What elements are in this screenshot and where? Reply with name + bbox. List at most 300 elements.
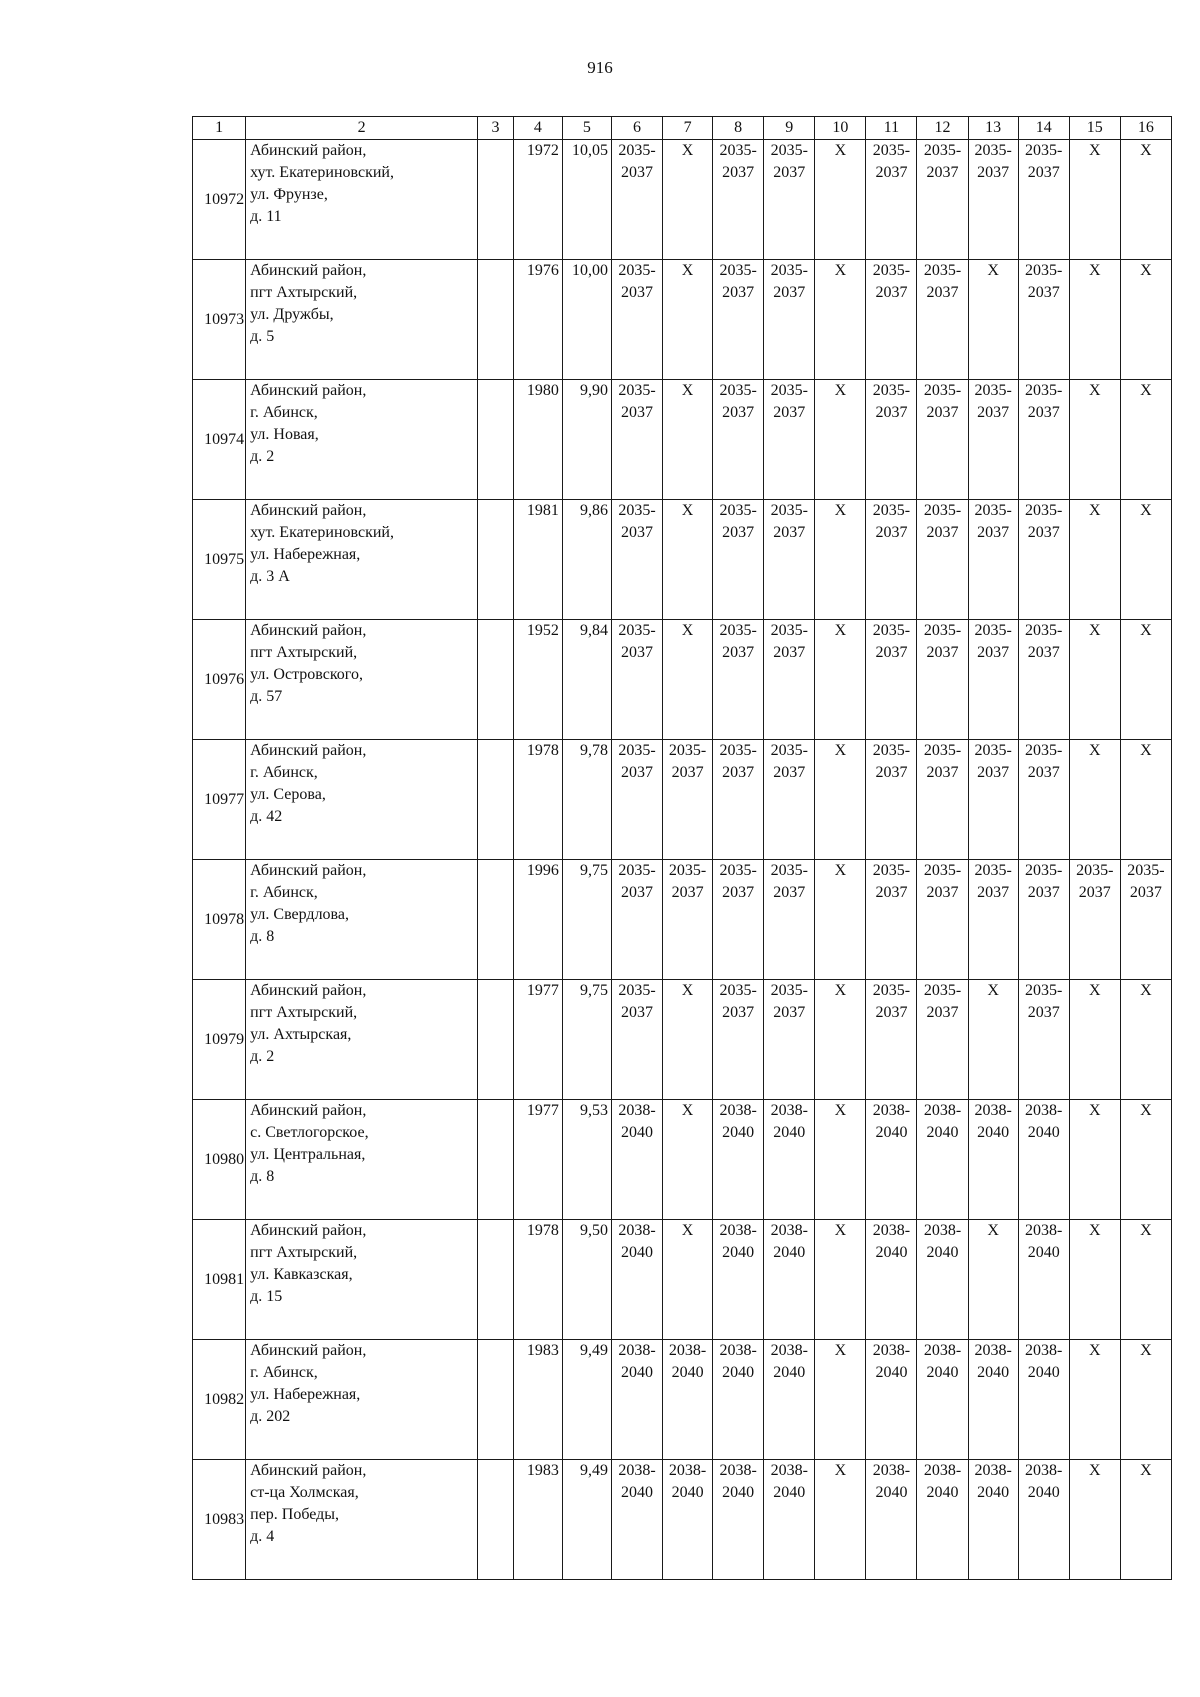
page-number: 916 xyxy=(587,58,613,77)
period-end: 2037 xyxy=(773,524,806,541)
period-cell: X xyxy=(663,380,713,500)
column-number-6: 6 xyxy=(611,117,662,140)
period-cell xyxy=(611,500,662,620)
period-start: 2038- xyxy=(719,1462,757,1479)
period-end: 2037 xyxy=(977,644,1010,661)
period-end: 2037 xyxy=(926,284,959,301)
address-line: Абинский район, xyxy=(250,382,367,399)
value-cell: 9,90 xyxy=(562,380,611,500)
period-cell xyxy=(713,380,764,500)
address-line: д. 8 xyxy=(250,928,275,945)
period-cell xyxy=(611,380,662,500)
year-cell: 1976 xyxy=(513,260,562,380)
period-end: 2037 xyxy=(977,164,1010,181)
table-row xyxy=(193,980,1172,1100)
address-line: д. 15 xyxy=(250,1288,283,1305)
address-cell xyxy=(246,260,478,380)
period-cell: X xyxy=(1120,500,1171,620)
period-start: 2035- xyxy=(1127,862,1165,879)
column-number-12: 12 xyxy=(917,117,968,140)
value-cell: 10,05 xyxy=(562,140,611,260)
period-start: 2038- xyxy=(719,1342,757,1359)
period-cell: X xyxy=(663,1220,713,1340)
address-line: д. 3 А xyxy=(250,568,290,585)
address-cell xyxy=(246,740,478,860)
table-row xyxy=(193,1460,1172,1580)
table-row xyxy=(193,260,1172,380)
period-start: 2035- xyxy=(1025,262,1063,279)
address-cell xyxy=(246,1340,478,1460)
year-cell: 1983 xyxy=(513,1340,562,1460)
period-end: 2037 xyxy=(671,764,704,781)
period-start: 2038- xyxy=(1025,1342,1063,1359)
address-line: д. 4 xyxy=(250,1528,275,1545)
period-start: 2038- xyxy=(770,1462,808,1479)
year-cell: 1980 xyxy=(513,380,562,500)
period-start: 2035- xyxy=(719,382,757,399)
period-cell xyxy=(713,500,764,620)
period-end: 2037 xyxy=(621,284,653,301)
period-start: 2038- xyxy=(923,1102,962,1119)
period-cell xyxy=(713,260,764,380)
value-cell: 9,50 xyxy=(562,1220,611,1340)
address-line: д. 2 xyxy=(250,448,275,465)
period-cell: X xyxy=(815,980,866,1100)
period-end: 2040 xyxy=(977,1364,1010,1381)
period-start: 2035- xyxy=(974,622,1012,639)
address-line: Абинский район, xyxy=(250,862,367,879)
address-line: ул. Свердлова, xyxy=(250,906,349,923)
period-end: 2037 xyxy=(621,164,653,181)
period-start: 2035- xyxy=(923,262,962,279)
period-end: 2037 xyxy=(722,644,755,661)
address-line: г. Абинск, xyxy=(250,1364,318,1381)
column-number-7: 7 xyxy=(663,117,713,140)
address-line: пгт Ахтырский, xyxy=(250,1004,358,1021)
address-line: д. 202 xyxy=(250,1408,291,1425)
period-end: 2037 xyxy=(1027,1004,1060,1021)
period-cell: X xyxy=(1120,980,1171,1100)
period-cell: X xyxy=(1069,1220,1120,1340)
year-cell: 1977 xyxy=(513,1100,562,1220)
period-start: 2035- xyxy=(770,382,808,399)
column-number-3: 3 xyxy=(478,117,514,140)
period-end: 2037 xyxy=(1078,884,1111,901)
period-cell: X xyxy=(1069,1340,1120,1460)
period-start: 2035- xyxy=(770,742,808,759)
address-line: ул. Фрунзе, xyxy=(250,186,328,203)
empty-cell xyxy=(478,500,514,620)
address-line: пер. Победы, xyxy=(250,1506,340,1523)
empty-cell xyxy=(478,860,514,980)
period-cell xyxy=(1018,1220,1069,1340)
period-cell: X xyxy=(1120,140,1171,260)
period-cell: X xyxy=(815,620,866,740)
period-cell xyxy=(713,1460,764,1580)
address-line: д. 2 xyxy=(250,1048,275,1065)
period-start: 2035- xyxy=(923,622,962,639)
period-cell xyxy=(866,380,917,500)
period-cell: X xyxy=(1069,260,1120,380)
address-line: с. Светлогорское, xyxy=(250,1124,369,1141)
period-end: 2040 xyxy=(977,1124,1010,1141)
period-cell xyxy=(663,1460,713,1580)
row-number: 10980 xyxy=(193,1100,246,1220)
period-start: 2035- xyxy=(770,142,808,159)
period-start: 2035- xyxy=(872,262,911,279)
period-start: 2038- xyxy=(770,1222,808,1239)
period-end: 2040 xyxy=(875,1244,908,1261)
column-number-9: 9 xyxy=(764,117,815,140)
period-cell xyxy=(866,1340,917,1460)
period-end: 2037 xyxy=(722,884,755,901)
period-cell xyxy=(917,860,968,980)
period-cell: X xyxy=(815,140,866,260)
period-cell: X xyxy=(1069,500,1120,620)
period-end: 2040 xyxy=(621,1244,653,1261)
period-end: 2037 xyxy=(1027,764,1060,781)
period-end: 2040 xyxy=(926,1124,959,1141)
period-end: 2037 xyxy=(671,884,704,901)
period-cell xyxy=(713,740,764,860)
period-end: 2040 xyxy=(1027,1484,1060,1501)
value-cell: 9,53 xyxy=(562,1100,611,1220)
address-line: Абинский район, xyxy=(250,622,367,639)
period-cell xyxy=(917,380,968,500)
period-start: 2035- xyxy=(618,262,656,279)
period-start: 2038- xyxy=(872,1222,911,1239)
value-cell: 9,49 xyxy=(562,1460,611,1580)
period-cell xyxy=(1069,860,1120,980)
period-cell xyxy=(866,140,917,260)
period-cell xyxy=(611,140,662,260)
period-end: 2037 xyxy=(621,644,653,661)
period-cell: X xyxy=(968,980,1018,1100)
period-end: 2037 xyxy=(1027,284,1060,301)
period-cell: X xyxy=(1120,380,1171,500)
empty-cell xyxy=(478,380,514,500)
address-line: Абинский район, xyxy=(250,982,367,999)
period-cell xyxy=(1018,140,1069,260)
period-start: 2038- xyxy=(719,1102,757,1119)
empty-cell xyxy=(478,140,514,260)
period-end: 2040 xyxy=(875,1124,908,1141)
period-cell xyxy=(866,500,917,620)
period-end: 2037 xyxy=(722,404,755,421)
period-cell xyxy=(611,1100,662,1220)
value-cell: 9,75 xyxy=(562,860,611,980)
period-cell xyxy=(917,1100,968,1220)
period-cell xyxy=(866,860,917,980)
column-number-5: 5 xyxy=(562,117,611,140)
period-start: 2038- xyxy=(974,1102,1012,1119)
table-row xyxy=(193,860,1172,980)
address-cell xyxy=(246,1460,478,1580)
period-end: 2037 xyxy=(773,284,806,301)
period-start: 2035- xyxy=(719,142,757,159)
address-cell xyxy=(246,500,478,620)
period-cell xyxy=(866,1100,917,1220)
period-cell xyxy=(713,1340,764,1460)
period-end: 2037 xyxy=(773,164,806,181)
period-end: 2037 xyxy=(977,764,1010,781)
period-cell xyxy=(764,860,815,980)
period-end: 2037 xyxy=(722,284,755,301)
period-start: 2038- xyxy=(872,1462,911,1479)
period-end: 2037 xyxy=(1129,884,1162,901)
period-cell xyxy=(1018,980,1069,1100)
period-start: 2035- xyxy=(923,142,962,159)
table-row xyxy=(193,140,1172,260)
address-line: д. 11 xyxy=(250,208,282,225)
period-cell xyxy=(866,620,917,740)
row-number: 10973 xyxy=(193,260,246,380)
period-end: 2037 xyxy=(926,764,959,781)
address-line: д. 5 xyxy=(250,328,275,345)
table-row xyxy=(193,500,1172,620)
period-start: 2035- xyxy=(618,502,656,519)
address-cell xyxy=(246,380,478,500)
period-start: 2035- xyxy=(770,622,808,639)
period-cell xyxy=(866,1460,917,1580)
period-cell: X xyxy=(1120,740,1171,860)
period-start: 2035- xyxy=(872,982,911,999)
period-cell: X xyxy=(663,980,713,1100)
period-start: 2035- xyxy=(1025,622,1063,639)
column-number-1: 1 xyxy=(193,117,246,140)
period-cell xyxy=(663,740,713,860)
period-cell: X xyxy=(815,740,866,860)
period-start: 2035- xyxy=(974,142,1012,159)
header-row xyxy=(193,117,1172,140)
address-line: ул. Островского, xyxy=(250,666,363,683)
column-number-11: 11 xyxy=(866,117,917,140)
housing-register-table xyxy=(192,116,1172,1580)
period-end: 2037 xyxy=(773,404,806,421)
address-line: Абинский район, xyxy=(250,262,367,279)
period-cell: X xyxy=(968,260,1018,380)
period-end: 2040 xyxy=(1027,1364,1060,1381)
period-start: 2035- xyxy=(872,382,911,399)
period-end: 2037 xyxy=(722,764,755,781)
period-cell xyxy=(764,380,815,500)
period-cell xyxy=(713,860,764,980)
address-cell xyxy=(246,1100,478,1220)
period-cell xyxy=(968,1340,1018,1460)
period-cell xyxy=(968,140,1018,260)
period-start: 2035- xyxy=(668,742,707,759)
period-start: 2038- xyxy=(770,1342,808,1359)
period-cell: X xyxy=(1120,1100,1171,1220)
period-end: 2040 xyxy=(926,1364,959,1381)
period-end: 2037 xyxy=(875,1004,908,1021)
period-cell: X xyxy=(1120,260,1171,380)
period-start: 2038- xyxy=(668,1342,707,1359)
period-start: 2038- xyxy=(974,1342,1012,1359)
value-cell: 9,49 xyxy=(562,1340,611,1460)
period-cell xyxy=(1018,380,1069,500)
address-line: пгт Ахтырский, xyxy=(250,1244,358,1261)
period-start: 2035- xyxy=(770,982,808,999)
row-number: 10976 xyxy=(193,620,246,740)
period-start: 2035- xyxy=(1025,742,1063,759)
period-start: 2035- xyxy=(770,502,808,519)
period-start: 2038- xyxy=(872,1342,911,1359)
period-end: 2040 xyxy=(773,1124,806,1141)
period-cell xyxy=(713,140,764,260)
period-end: 2040 xyxy=(621,1484,653,1501)
period-end: 2037 xyxy=(621,404,653,421)
period-end: 2040 xyxy=(926,1484,959,1501)
empty-cell xyxy=(478,980,514,1100)
period-end: 2040 xyxy=(722,1364,755,1381)
period-end: 2040 xyxy=(1027,1124,1060,1141)
period-end: 2037 xyxy=(875,284,908,301)
period-start: 2035- xyxy=(668,862,707,879)
period-start: 2035- xyxy=(618,982,656,999)
period-end: 2037 xyxy=(926,884,959,901)
period-cell: X xyxy=(815,1100,866,1220)
period-cell: X xyxy=(1069,620,1120,740)
empty-cell xyxy=(478,1460,514,1580)
period-cell: X xyxy=(1120,1340,1171,1460)
period-cell xyxy=(1120,860,1171,980)
period-cell xyxy=(663,860,713,980)
period-cell xyxy=(968,620,1018,740)
year-cell: 1978 xyxy=(513,1220,562,1340)
period-cell xyxy=(764,740,815,860)
period-cell xyxy=(611,1220,662,1340)
period-end: 2040 xyxy=(722,1244,755,1261)
address-line: ул. Центральная, xyxy=(250,1146,366,1163)
period-end: 2040 xyxy=(875,1364,908,1381)
period-cell xyxy=(968,1100,1018,1220)
period-cell xyxy=(866,1220,917,1340)
period-cell xyxy=(968,380,1018,500)
address-line: хут. Екатериновский, xyxy=(250,524,394,541)
period-cell xyxy=(917,1340,968,1460)
period-start: 2035- xyxy=(1025,982,1063,999)
period-start: 2038- xyxy=(770,1102,808,1119)
period-cell: X xyxy=(815,500,866,620)
row-number: 10979 xyxy=(193,980,246,1100)
period-start: 2035- xyxy=(872,502,911,519)
address-line: Абинский район, xyxy=(250,742,367,759)
table-body xyxy=(193,117,1172,1580)
period-cell: X xyxy=(1069,140,1120,260)
year-cell: 1952 xyxy=(513,620,562,740)
period-start: 2035- xyxy=(872,622,911,639)
address-cell xyxy=(246,620,478,740)
period-start: 2035- xyxy=(618,382,656,399)
period-end: 2037 xyxy=(621,524,653,541)
period-start: 2035- xyxy=(719,982,757,999)
address-line: ст-ца Холмская, xyxy=(250,1484,359,1501)
period-cell xyxy=(611,740,662,860)
address-line: ул. Серова, xyxy=(250,786,326,803)
period-cell: X xyxy=(968,1220,1018,1340)
address-line: пгт Ахтырский, xyxy=(250,644,358,661)
address-line: ул. Новая, xyxy=(250,426,319,443)
period-cell xyxy=(1018,500,1069,620)
period-start: 2035- xyxy=(719,502,757,519)
period-start: 2038- xyxy=(618,1222,656,1239)
period-start: 2038- xyxy=(719,1222,757,1239)
period-end: 2040 xyxy=(621,1124,653,1141)
column-number-10: 10 xyxy=(815,117,866,140)
period-cell xyxy=(1018,1460,1069,1580)
address-line: хут. Екатериновский, xyxy=(250,164,394,181)
period-cell xyxy=(968,860,1018,980)
period-start: 2035- xyxy=(770,262,808,279)
period-end: 2037 xyxy=(875,884,908,901)
address-line: г. Абинск, xyxy=(250,764,318,781)
period-start: 2038- xyxy=(974,1462,1012,1479)
period-cell xyxy=(968,500,1018,620)
period-cell xyxy=(866,260,917,380)
period-end: 2037 xyxy=(977,524,1010,541)
period-end: 2040 xyxy=(773,1484,806,1501)
period-start: 2035- xyxy=(1025,382,1063,399)
period-cell xyxy=(663,1340,713,1460)
period-start: 2035- xyxy=(923,382,962,399)
row-number: 10983 xyxy=(193,1460,246,1580)
address-cell xyxy=(246,140,478,260)
empty-cell xyxy=(478,260,514,380)
period-start: 2035- xyxy=(618,742,656,759)
period-end: 2040 xyxy=(875,1484,908,1501)
period-cell: X xyxy=(815,1340,866,1460)
period-cell xyxy=(917,980,968,1100)
period-cell xyxy=(611,980,662,1100)
row-number: 10977 xyxy=(193,740,246,860)
period-end: 2037 xyxy=(773,764,806,781)
period-cell: X xyxy=(815,1220,866,1340)
period-start: 2035- xyxy=(618,622,656,639)
period-cell xyxy=(611,1340,662,1460)
period-cell xyxy=(917,260,968,380)
period-cell: X xyxy=(1120,1220,1171,1340)
table-row xyxy=(193,1340,1172,1460)
period-cell xyxy=(611,620,662,740)
address-line: ул. Набережная, xyxy=(250,546,361,563)
period-end: 2037 xyxy=(621,884,653,901)
column-number-16: 16 xyxy=(1120,117,1171,140)
period-cell: X xyxy=(1069,740,1120,860)
value-cell: 9,78 xyxy=(562,740,611,860)
period-start: 2035- xyxy=(923,502,962,519)
period-end: 2037 xyxy=(621,764,653,781)
period-start: 2035- xyxy=(1025,142,1063,159)
period-end: 2037 xyxy=(1027,644,1060,661)
period-start: 2035- xyxy=(618,862,656,879)
period-start: 2035- xyxy=(770,862,808,879)
period-start: 2038- xyxy=(923,1342,962,1359)
period-end: 2037 xyxy=(875,164,908,181)
period-cell xyxy=(764,1340,815,1460)
column-number-4: 4 xyxy=(513,117,562,140)
period-cell: X xyxy=(663,1100,713,1220)
address-line: Абинский район, xyxy=(250,1102,367,1119)
period-start: 2038- xyxy=(1025,1102,1063,1119)
period-start: 2038- xyxy=(923,1462,962,1479)
period-start: 2035- xyxy=(974,862,1012,879)
period-end: 2037 xyxy=(773,1004,806,1021)
address-line: д. 57 xyxy=(250,688,283,705)
period-start: 2035- xyxy=(974,382,1012,399)
column-number-14: 14 xyxy=(1018,117,1069,140)
period-cell xyxy=(968,1460,1018,1580)
